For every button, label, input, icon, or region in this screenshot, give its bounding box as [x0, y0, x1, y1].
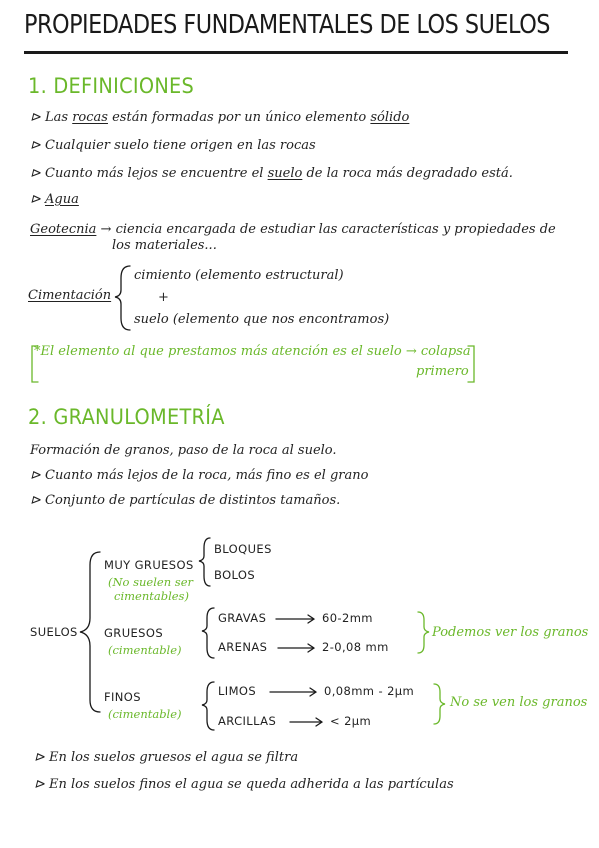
finos-remark-brace — [434, 684, 445, 724]
note-bracket-left — [32, 346, 38, 382]
page-title: PROPIEDADES FUNDAMENTALES DE LOS SUELOS — [24, 10, 550, 40]
arenas-arrow — [278, 644, 314, 652]
arenas-size: 2-0,08 mm — [322, 640, 389, 654]
bullet-rocas: ⊳ Las rocas están formadas por un único elemento sólido — [30, 110, 410, 125]
muy-gruesos-note-2: cimentables) — [114, 589, 189, 603]
gruesos-remark: Podemos ver los granos — [432, 625, 589, 640]
suelos-label: SUELOS — [30, 625, 78, 639]
arrow-icon: ⊳ — [30, 468, 46, 483]
arrow-icon: ⊳ — [30, 166, 46, 181]
finos-brace — [202, 682, 214, 730]
arrow-icon: ⊳ — [30, 192, 46, 207]
arrow-icon: ⊳ — [30, 110, 46, 125]
cimentacion-line-2: suelo (elemento que nos encontramos) — [134, 312, 390, 327]
section-heading-definiciones: 1. DEFINICIONES — [28, 74, 195, 98]
arrow-icon: ⊳ — [30, 138, 46, 153]
arenas-label: ARENAS — [218, 640, 268, 654]
arcillas-arrow — [290, 718, 322, 726]
suelos-brace — [80, 552, 100, 712]
bullet-fino: ⊳ Cuanto más lejos de la roca, más fino es el grano — [30, 468, 369, 483]
cimentacion-plus: + — [158, 290, 169, 305]
bullet-agua: ⊳ Agua — [30, 192, 79, 207]
bullet-origen: ⊳ Cualquier suelo tiene origen en las rocas — [30, 138, 316, 153]
cimentacion-brace — [115, 266, 130, 330]
gruesos-note: (cimentable) — [108, 643, 182, 657]
note-suelo: *El elemento al que prestamos más atención es el suelo → colapsa — [34, 344, 471, 359]
gruesos-label: GRUESOS — [104, 626, 164, 640]
arcillas-size: < 2μm — [330, 714, 372, 728]
arrow-icon: ⊳ — [34, 777, 50, 792]
muy-gruesos-label: MUY GRUESOS — [104, 558, 194, 572]
gravas-arrow — [276, 615, 314, 623]
cimentacion-term: Cimentación — [28, 288, 112, 303]
granulometria-intro: Formación de granos, paso de la roca al suelo. — [30, 443, 337, 458]
cimentacion-line-1: cimiento (elemento estructural) — [134, 268, 344, 283]
note-bracket-right — [468, 346, 474, 382]
section-heading-granulometria: 2. GRANULOMETRÍA — [28, 405, 225, 429]
muy-gruesos-note-1: (No suelen ser — [108, 575, 193, 589]
gravas-label: GRAVAS — [218, 611, 267, 625]
muy-gruesos-brace — [199, 538, 210, 586]
geotecnia-definition-cont: los materiales... — [112, 238, 217, 253]
bloques-label: BLOQUES — [214, 542, 272, 556]
bullet-agua-finos: ⊳ En los suelos finos el agua se queda adherida a las partículas — [34, 777, 454, 792]
arrow-icon: ⊳ — [30, 493, 46, 508]
finos-label: FINOS — [104, 690, 141, 704]
note-suelo-cont: primero — [416, 364, 469, 379]
arrow-icon: ⊳ — [34, 750, 50, 765]
finos-remark: No se ven los granos — [450, 695, 588, 710]
bullet-degradado: ⊳ Cuanto más lejos se encuentre el suelo de la roca más degradado está. — [30, 166, 513, 181]
limos-arrow — [270, 688, 316, 696]
arrow-icon: → — [96, 222, 116, 237]
bolos-label: BOLOS — [214, 568, 256, 582]
bullet-particulas: ⊳ Conjunto de partículas de distintos tamaños. — [30, 493, 341, 508]
gravas-size: 60-2mm — [322, 611, 373, 625]
gruesos-brace — [202, 608, 214, 658]
arcillas-label: ARCILLAS — [218, 714, 277, 728]
limos-label: LIMOS — [218, 684, 257, 698]
finos-note: (cimentable) — [108, 707, 182, 721]
bullet-agua-gruesos: ⊳ En los suelos gruesos el agua se filtra — [34, 750, 299, 765]
geotecnia-definition: Geotecnia → ciencia encargada de estudiar las características y propiedades de — [30, 222, 556, 237]
gruesos-remark-brace — [418, 612, 429, 653]
limos-size: 0,08mm - 2μm — [324, 684, 415, 698]
